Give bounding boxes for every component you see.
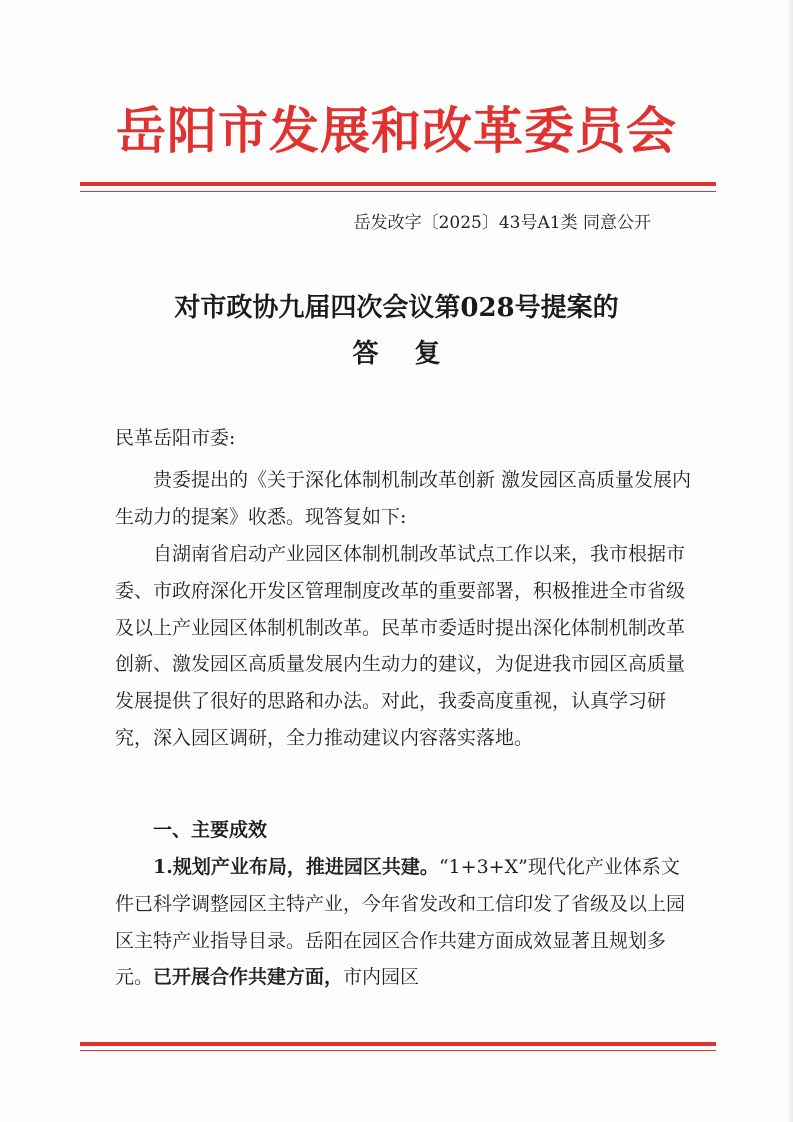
paragraph-text-a: “1+3+X”现代化产业体系文件已科学调整园区主特产业，今年省发改和工信印发了省级及以上园区主特产业指导目录。岳阳在园区合作共建方面成效显著且规划多元。	[115, 856, 686, 989]
document-title-line1: 对市政协九届四次会议第028号提案的	[174, 293, 619, 323]
masthead-rule-thick	[80, 182, 716, 186]
paragraph-lead-bold: 1.规划产业布局，推进园区共建。	[153, 856, 439, 878]
scan-edge-shadow	[787, 0, 793, 1122]
footer-rule-thin	[80, 1050, 716, 1051]
paragraph-background: 自湖南省启动产业园区体制机制改革试点工作以来，我市根据市委、市政府深化开发区管理制度改革的重要部署，积极推进全市省级及以上产业园区体制机制改革。民革市委适时提出深化体制机制改革创新、激发园区高质量发展内生动力的建议，为促进我市园区高质量发展提供了很好的思路和办法。对此，我委高度重视，认真学习研究，深入园区调研，全力推动建议内容落实落地。	[115, 543, 686, 749]
paragraph-acknowledgement: 贵委提出的《关于深化体制机制改革创新 激发园区高质量发展内生动力的提案》收悉。现答复如下:	[115, 469, 692, 528]
paragraph-text-b: 市内园区	[343, 966, 420, 989]
section-heading-main-results: 一、主要成效	[153, 819, 268, 841]
document-title-line2: 答复	[352, 339, 477, 369]
footer-rule-thick	[80, 1042, 716, 1046]
document-number: 岳发改字〔2025〕43号A1类 同意公开	[353, 213, 651, 233]
masthead-rule-thin	[80, 191, 716, 192]
salutation: 民革岳阳市委:	[115, 427, 236, 449]
paragraph-industry-layout	[115, 849, 695, 996]
paragraph-inline-bold: 已开展合作共建方面，	[153, 966, 344, 989]
org-masthead: 岳阳市发展和改革委员会	[116, 101, 677, 160]
